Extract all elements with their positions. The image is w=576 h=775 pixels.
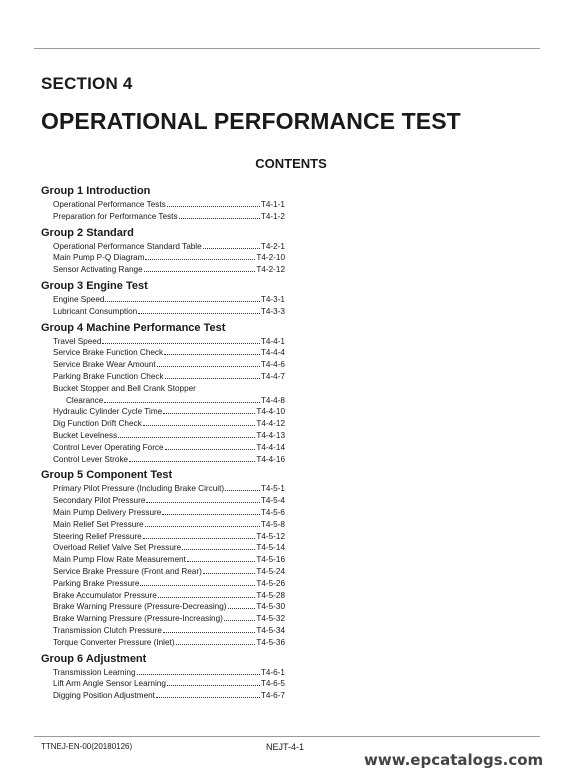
dot-leader xyxy=(138,312,260,314)
dot-leader xyxy=(143,537,256,539)
dot-leader xyxy=(187,560,255,562)
toc-page-number: T4-4-16 xyxy=(256,454,285,464)
toc-page-number: T4-4-8 xyxy=(260,395,285,405)
toc-entry-title: Lubricant Consumption xyxy=(53,306,138,316)
toc-page-number: T4-6-1 xyxy=(260,667,285,677)
toc-entry-title: Transmission Learning xyxy=(53,667,136,677)
toc-entry-title: Travel Speed xyxy=(53,336,102,346)
toc-entry-title: Brake Warning Pressure (Pressure-Decreasing) xyxy=(53,602,227,612)
toc-group-title: Group 2 Standard xyxy=(41,226,134,239)
dot-leader xyxy=(165,448,256,450)
toc-entry[interactable] xyxy=(41,294,285,306)
toc-page-number: T4-3-3 xyxy=(260,306,285,316)
toc-entry[interactable] xyxy=(41,519,285,531)
toc-entry[interactable] xyxy=(41,306,285,318)
toc-entry[interactable] xyxy=(41,430,285,442)
toc-entry[interactable] xyxy=(41,483,285,495)
toc-page-number: T4-2-12 xyxy=(256,265,285,275)
toc-entry[interactable] xyxy=(41,252,285,264)
dot-leader xyxy=(224,619,255,621)
dot-leader xyxy=(140,584,255,586)
toc-entry-title: Secondary Pilot Pressure xyxy=(53,496,146,506)
toc-page-number: T4-6-5 xyxy=(260,679,285,689)
toc-entry-title: Operational Performance Tests xyxy=(53,200,166,209)
dot-leader xyxy=(145,258,255,260)
toc-group-title: Group 4 Machine Performance Test xyxy=(41,321,226,334)
toc-group-title: Group 6 Adjustment xyxy=(41,652,147,665)
toc-entry[interactable] xyxy=(41,359,285,371)
section-label: SECTION 4 xyxy=(41,74,133,93)
toc-page-number: T4-5-32 xyxy=(256,614,285,624)
dot-leader xyxy=(167,684,260,686)
contents-heading: CONTENTS xyxy=(255,156,327,171)
dot-leader xyxy=(228,607,256,609)
toc-entry[interactable] xyxy=(41,454,285,466)
top-rule xyxy=(34,48,540,49)
toc-entry-title: Primary Pilot Pressure (Including Brake Circuit) xyxy=(53,484,225,494)
toc-entry[interactable] xyxy=(41,199,285,211)
toc-page-number: T4-2-10 xyxy=(256,253,285,263)
toc-entry[interactable] xyxy=(41,495,285,507)
toc-entry[interactable] xyxy=(41,336,285,348)
toc-entry[interactable] xyxy=(41,566,285,578)
toc-page-number: T4-4-7 xyxy=(260,371,285,381)
toc-entry-title: Parking Brake Function Check xyxy=(53,371,164,381)
toc-entry[interactable] xyxy=(41,590,285,602)
toc-page-number: T4-4-4 xyxy=(260,348,285,358)
document-code: TTNEJ-EN-00(20180126) xyxy=(41,742,133,751)
dot-leader xyxy=(163,631,255,633)
dot-leader xyxy=(102,342,259,344)
dot-leader xyxy=(176,643,256,645)
toc-entry[interactable] xyxy=(41,383,285,395)
toc-page-number: T4-4-13 xyxy=(256,430,285,440)
toc-entry-title: Parking Brake Pressure xyxy=(53,578,140,588)
dot-leader xyxy=(129,460,255,462)
toc-group-title: Group 3 Engine Test xyxy=(41,279,148,292)
toc-page-number: T4-5-36 xyxy=(256,637,285,647)
table-of-contents xyxy=(41,184,285,705)
toc-group xyxy=(41,321,285,466)
toc-entry[interactable] xyxy=(41,531,285,543)
toc-entry-title: Bucket Levelness xyxy=(53,430,118,440)
toc-entry-title: Digging Position Adjustment xyxy=(53,691,155,701)
toc-group xyxy=(41,652,285,702)
toc-entry-title: Transmission Clutch Pressure xyxy=(53,625,162,635)
toc-entry[interactable] xyxy=(41,690,285,702)
toc-group xyxy=(41,226,285,276)
toc-entry[interactable] xyxy=(41,264,285,276)
toc-entry-title: Main Relief Set Pressure xyxy=(53,519,144,529)
toc-entry-title: Hydraulic Cylinder Cycle Time xyxy=(53,407,163,417)
toc-page-number: T4-5-12 xyxy=(256,531,285,541)
dot-leader xyxy=(167,205,260,207)
toc-page-number: T4-1-1 xyxy=(260,200,285,209)
dot-leader xyxy=(156,696,260,698)
toc-entry-title: Preparation for Performance Tests xyxy=(53,211,178,221)
toc-entry-title: Dig Function Drift Check xyxy=(53,419,142,429)
toc-page-number: T4-5-30 xyxy=(256,602,285,612)
dot-leader xyxy=(162,513,260,515)
toc-page-number: T4-5-1 xyxy=(260,484,285,494)
toc-entry[interactable] xyxy=(41,637,285,649)
toc-entry[interactable] xyxy=(41,625,285,637)
dot-leader xyxy=(225,489,260,491)
toc-entry-title: Engine Speed xyxy=(53,294,105,304)
toc-page-number: T4-5-8 xyxy=(260,519,285,529)
bottom-rule xyxy=(34,736,540,737)
dot-leader xyxy=(105,300,259,302)
dot-leader xyxy=(179,217,260,219)
toc-group xyxy=(41,184,285,223)
toc-entry-title: Service Brake Function Check xyxy=(53,348,164,358)
toc-entry-title: Service Brake Pressure (Front and Rear) xyxy=(53,566,202,576)
toc-page-number: T4-5-26 xyxy=(256,578,285,588)
toc-page-number: T4-4-12 xyxy=(256,419,285,429)
toc-entry-title: Main Pump P-Q Diagram xyxy=(53,253,145,263)
toc-group xyxy=(41,279,285,318)
toc-page-number: T4-5-34 xyxy=(256,625,285,635)
toc-entry-title: Sensor Activating Range xyxy=(53,265,143,275)
toc-entry[interactable] xyxy=(41,613,285,625)
toc-entry-title: Clearance xyxy=(66,395,104,405)
toc-group-title: Group 1 Introduction xyxy=(41,185,151,197)
dot-leader xyxy=(164,353,260,355)
toc-entry[interactable] xyxy=(41,418,285,430)
toc-entry[interactable] xyxy=(41,542,285,554)
dot-leader xyxy=(163,412,255,414)
page-code: NEJT-4-1 xyxy=(266,742,305,752)
toc-entry-title: Operational Performance Standard Table xyxy=(53,241,202,251)
toc-group-title: Group 5 Component Test xyxy=(41,469,173,482)
toc-entry-title: Steering Relief Pressure xyxy=(53,531,142,541)
toc-entry-title: Bucket Stopper and Bell Crank Stopper xyxy=(53,383,196,393)
toc-entry-title: Main Pump Delivery Pressure xyxy=(53,507,162,517)
toc-entry-title: Brake Warning Pressure (Pressure-Increasing) xyxy=(53,614,223,624)
toc-page-number: T4-4-14 xyxy=(256,442,285,452)
dot-leader xyxy=(182,548,255,550)
toc-page-number: T4-4-10 xyxy=(256,407,285,417)
toc-entry[interactable] xyxy=(41,442,285,454)
toc-page-number: T4-5-14 xyxy=(256,543,285,553)
toc-entry-title: Control Lever Operating Force xyxy=(53,442,164,452)
toc-entry-title: Lift Arm Angle Sensor Learning xyxy=(53,679,166,689)
toc-entry[interactable] xyxy=(41,578,285,590)
toc-entry[interactable] xyxy=(41,601,285,613)
dot-leader xyxy=(146,501,259,503)
dot-leader xyxy=(104,401,260,403)
toc-page-number: T4-5-6 xyxy=(260,507,285,517)
page-title: OPERATIONAL PERFORMANCE TEST xyxy=(41,108,461,134)
dot-leader xyxy=(157,365,260,367)
dot-leader xyxy=(203,247,260,249)
watermark: www.epcatalogs.com xyxy=(364,751,544,769)
toc-entry[interactable] xyxy=(41,371,285,383)
toc-entry-title: Overload Relief Valve Set Pressure xyxy=(53,543,182,553)
toc-page-number: T4-5-4 xyxy=(260,496,285,506)
toc-group xyxy=(41,468,285,648)
toc-page-number: T4-2-1 xyxy=(260,241,285,251)
dot-leader xyxy=(203,572,256,574)
dot-leader xyxy=(158,596,256,598)
dot-leader xyxy=(118,436,255,438)
toc-entry-title: Main Pump Flow Rate Measurement xyxy=(53,555,186,565)
toc-entry-title: Control Lever Stroke xyxy=(53,454,129,464)
toc-entry[interactable] xyxy=(41,241,285,253)
toc-page-number: T4-5-16 xyxy=(256,555,285,565)
dot-leader xyxy=(145,525,260,527)
dot-leader xyxy=(165,377,260,379)
toc-entry-title: Brake Accumulator Pressure xyxy=(53,590,157,600)
toc-entry[interactable] xyxy=(41,678,285,690)
toc-entry[interactable] xyxy=(41,406,285,418)
toc-entry[interactable] xyxy=(41,667,285,679)
dot-leader xyxy=(144,270,256,272)
toc-entry[interactable] xyxy=(41,395,285,407)
toc-entry[interactable] xyxy=(41,211,285,223)
toc-page-number: T4-5-24 xyxy=(256,566,285,576)
toc-entry-title: Service Brake Wear Amount xyxy=(53,360,156,370)
toc-entry-title: Torque Converter Pressure (Inlet) xyxy=(53,637,175,647)
toc-page-number: T4-1-2 xyxy=(260,211,285,221)
toc-entry[interactable] xyxy=(41,554,285,566)
dot-leader xyxy=(137,673,260,675)
dot-leader xyxy=(143,424,256,426)
toc-page-number: T4-3-1 xyxy=(260,294,285,304)
toc-entry[interactable] xyxy=(41,347,285,359)
toc-page-number: T4-4-6 xyxy=(260,360,285,370)
toc-page-number: T4-6-7 xyxy=(260,691,285,701)
toc-page-number: T4-5-28 xyxy=(256,590,285,600)
toc-page-number: T4-4-1 xyxy=(260,336,285,346)
toc-entry[interactable] xyxy=(41,507,285,519)
